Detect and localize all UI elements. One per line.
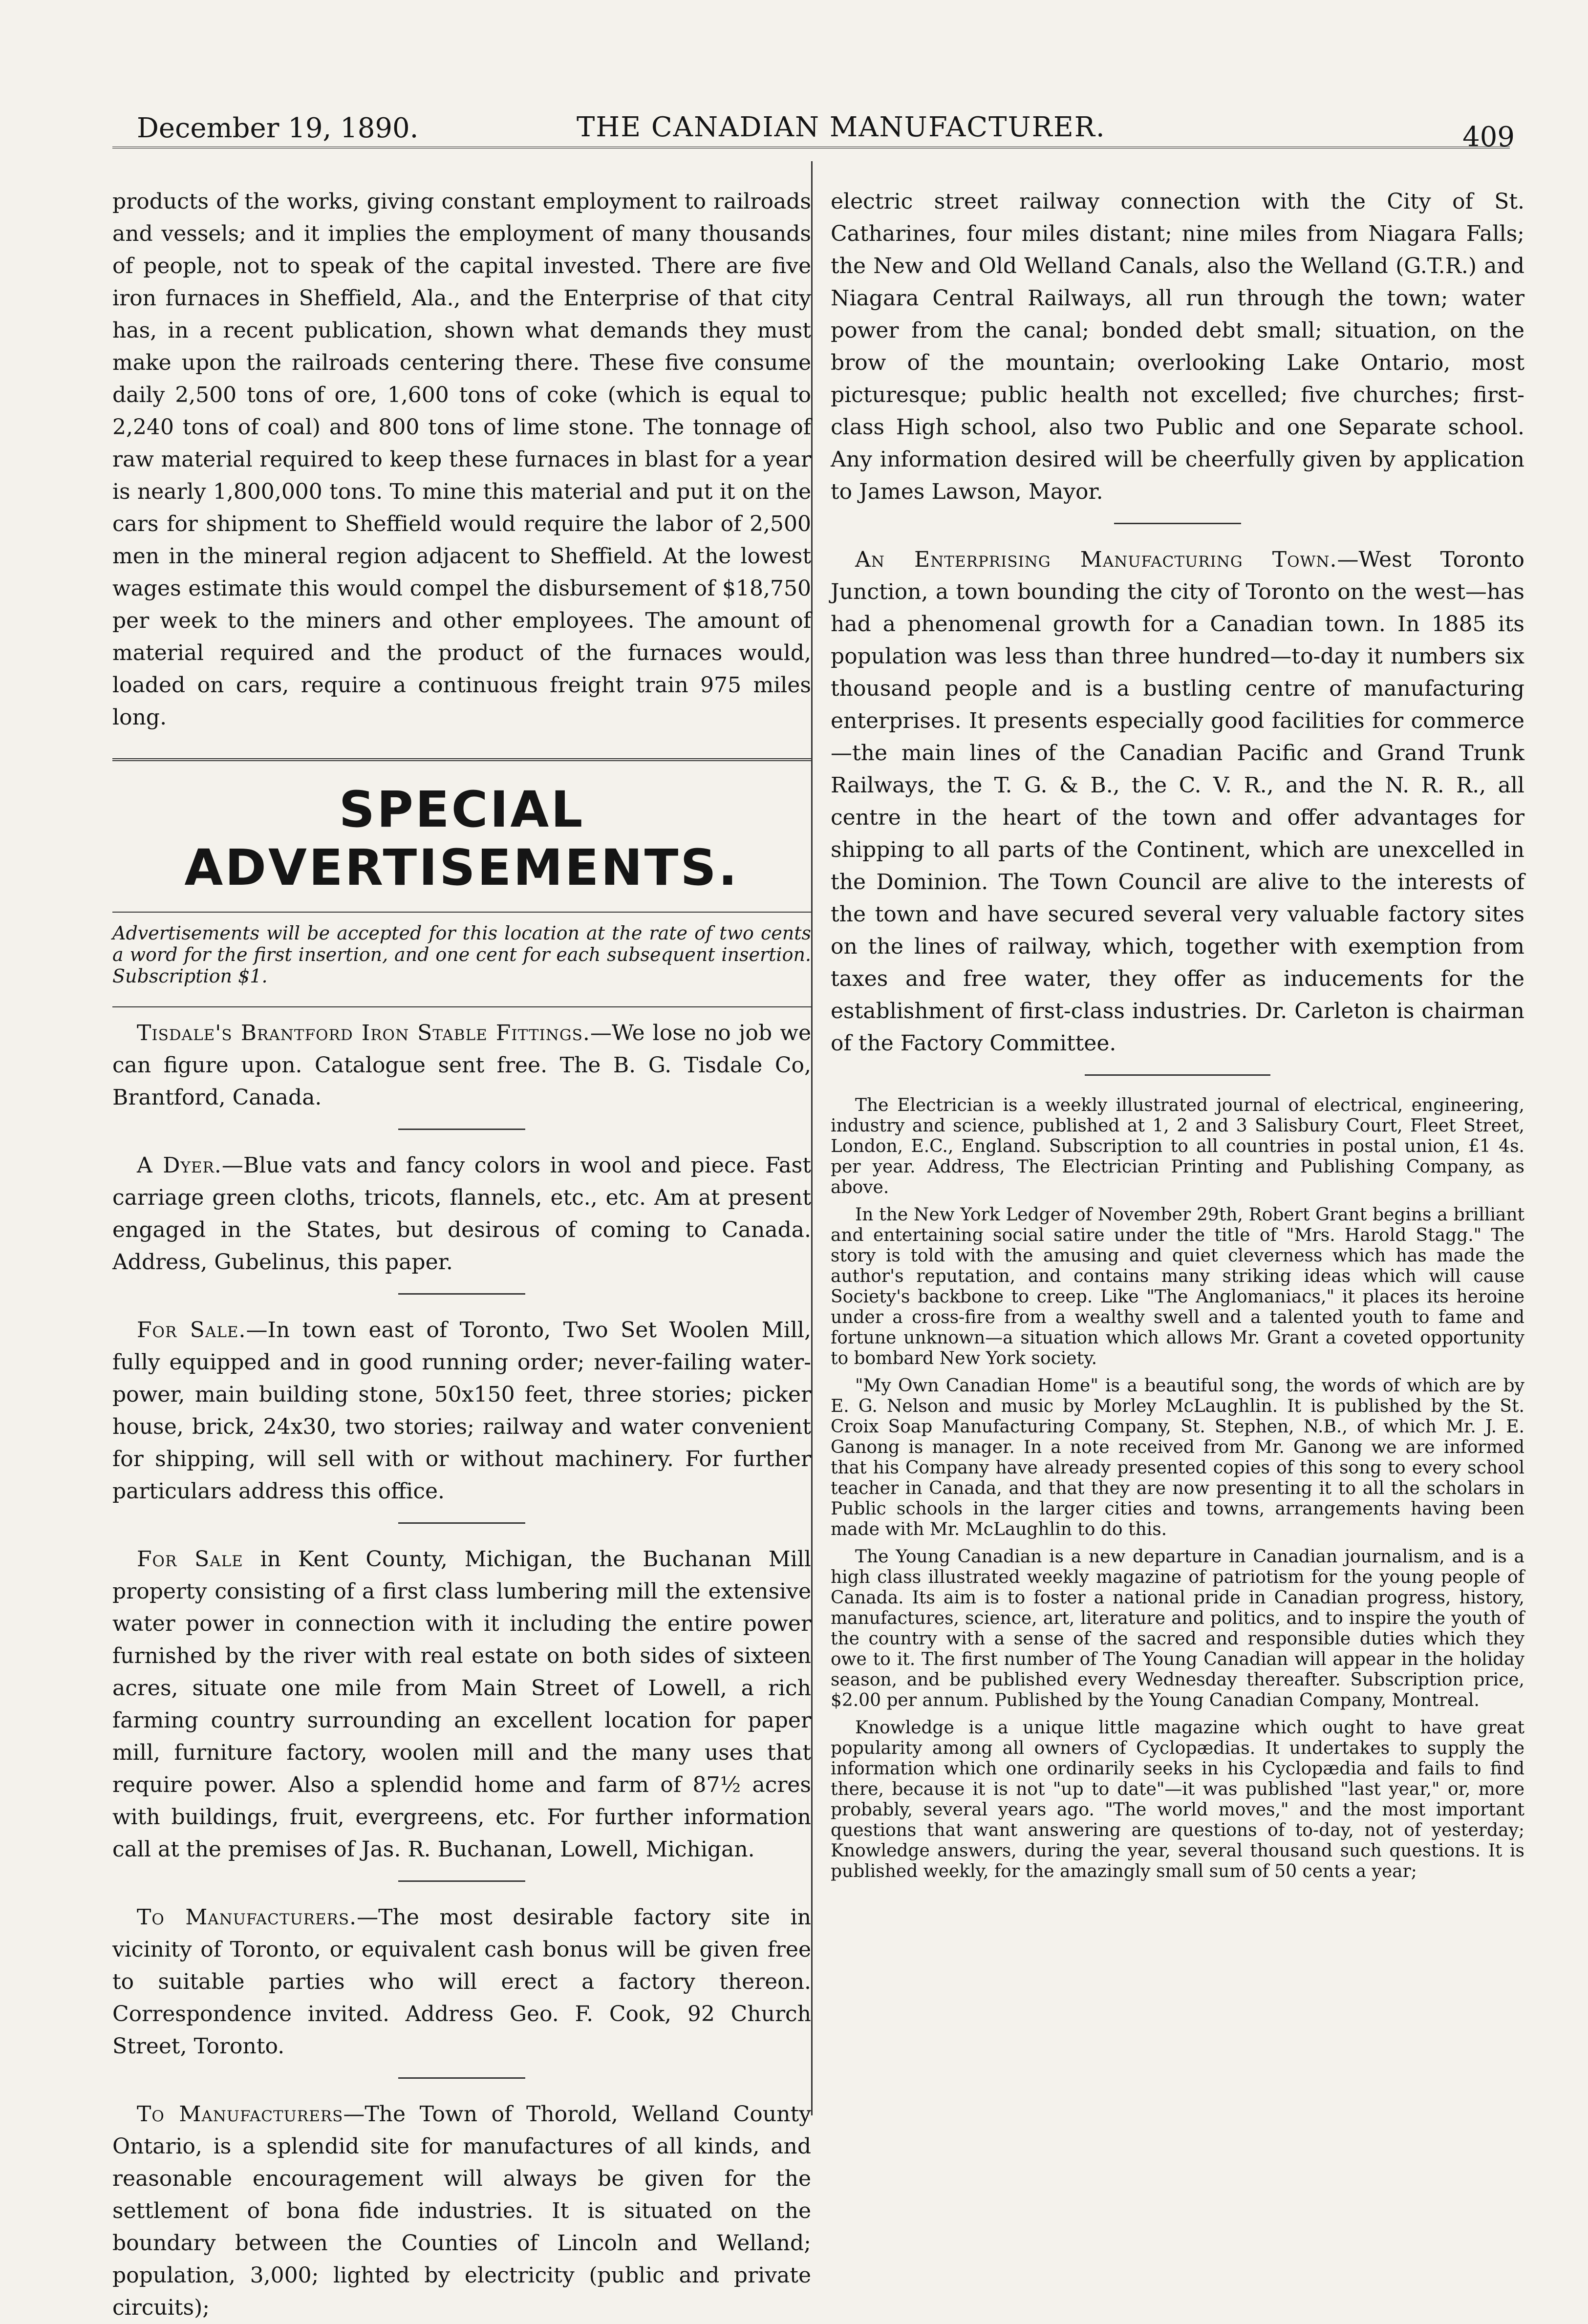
ad-separator [398, 1880, 525, 1882]
ad-body: —We lose no job we can figure upon. Catalogue sent free. The B. G. Tisdale Co, Brantford, Canada. [112, 1021, 811, 1110]
notice-ledger: In the New York Ledger of November 29th, Robert Grant begins a brilliant and entertaining social satire under the title of "Mrs. Harold Stagg." The story is told with the amusing and quiet cleverness which has made the author's reputation, and contains many striking ideas which will cause Society's backbone to creep. Like "The Anglomaniacs," it places its heroine under a cross-fire from a wealthy swell and a talented youth to fame and fortune unknown—a situation which allows Mr. Grant a coveted opportunity to bombard New York society. [831, 1205, 1524, 1368]
page-header [112, 98, 1515, 153]
ad-lead: To Manufacturers. [137, 1905, 357, 1930]
right-column [831, 186, 1524, 1882]
ad-separator [398, 2077, 525, 2079]
advertising-rate-note: Advertisements will be accepted for this location at the rate of two cents a word for the first insertion, and one cent for each subsequent insertion. Subscription $1. [112, 922, 811, 987]
ad-thorold [112, 2098, 811, 2324]
ad-body: —Blue vats and fancy colors in wool and piece. Fast carriage green cloths, tricots, flannels, etc., etc. Am at present engaged in the States, but desirous of coming to Canada. Address, Gubelinus, this paper. [112, 1153, 811, 1275]
enterprising-town-article [831, 544, 1524, 1060]
notice-electrician: The Electrician is a weekly illustrated journal of electrical, engineering, industry and science, published at 1, 2 and 3 Salisbury Court, Fleet Street, London, E.C., England. Subscription to all countries in postal union, £1 4s. per year. Address, The Electrician Printing and Publishing Company, as above. [831, 1095, 1524, 1197]
page-number: 409 [1462, 121, 1515, 153]
header-rule [112, 147, 1510, 149]
ad-body: in Kent County, Michigan, the Buchanan Mill property consisting of a first class lumbering mill the extensive water power in connection with it including the entire power furnished by the river with real estate on both sides of sixteen acres, situate one mile from Main Street of Lowell, a rich farming country surrounding an excellent location for paper mill, furniture factory, woolen mill and the many uses that require power. Also a splendid home and farm of 87½ acres with buildings, fruit, evergreens, etc. For further information call at the premises of Jas. R. Buchanan, Lowell, Michigan. [112, 1547, 811, 1862]
thorold-continuation: electric street railway connection with the City of St. Catharines, four miles distant; nine miles from Niagara Falls; the New and Old Welland Canals, also the Welland (G.T.R.) and Niagara Central Railways, all run through the town; water power from the canal; bonded debt small; situation, on the brow of the mountain; overlooking Lake Ontario, most picturesque; public health not excelled; five churches; first-class High school, also two Public and one Separate school. Any information desired will be cheerfully given by application to James Lawson, Mayor. [831, 189, 1524, 504]
ad-tisdale [112, 1017, 811, 1114]
ad-separator [398, 1293, 525, 1295]
article-lead: An Enterprising Manufacturing Town. [855, 547, 1337, 572]
ad-lead: A Dyer. [137, 1153, 222, 1178]
special-advertisements-heading: SPECIAL ADVERTISEMENTS. [184, 781, 739, 897]
section-separator [1114, 523, 1241, 524]
note-rule-top [112, 912, 811, 913]
section-separator [1085, 1074, 1270, 1076]
ad-body: —The Town of Thorold, Welland County Ontario, is a splendid site for manufactures of all kinds, and reasonable encouragement will always be given for the settlement of bona fide industries. It is situated on the boundary between the Counties of Lincoln and Welland; population, 3,000; lighted by electricity (public and private circuits); [112, 2102, 811, 2320]
ad-lead: Tisdale's Brantford Iron Stable Fittings. [137, 1021, 590, 1045]
column-divider [811, 161, 813, 2115]
ad-body: —In town east of Toronto, Two Set Woolen Mill, fully equipped and in good running order; never-failing water-power, main building stone, 50x150 feet, three stories; picker house, brick, 24x30, two stories; railway and water convenient for shipping, will sell with or without machinery. For further particulars address this office. [112, 1318, 811, 1504]
notice-canadian-home-song: "My Own Canadian Home" is a beautiful song, the words of which are by E. G. Nelson and music by Morley McLaughlin. It is published by the St. Croix Soap Manufacturing Company, St. Stephen, N.B., of which Mr. J. E. Ganong is manager. In a note received from Mr. Ganong we are informed that his Company have already presented copies of this song to every school teacher in Canada, and that they are now presenting it to all the scholars in Public schools in the larger cities and towns, arrangements having been made with Mr. McLaughlin to do this. [831, 1376, 1524, 1539]
ad-buchanan-mill [112, 1543, 811, 1866]
left-column [112, 186, 811, 2324]
ad-separator [398, 1522, 525, 1524]
notice-young-canadian: The Young Canadian is a new departure in Canadian journalism, and is a high class illustrated weekly magazine of patriotism for the young people of Canada. Its aim is to foster a national pride in Canadian progress, history, manufactures, science, art, literature and politics, and to inspire the youth of the country with a sense of the sacred and responsible duties which they owe to it. The first number of The Young Canadian will appear in the holiday season, and be published every Wednesday thereafter. Subscription price, $2.00 per annum. Published by the Young Canadian Company, Montreal. [831, 1547, 1524, 1710]
ad-lead: For Sale [137, 1547, 243, 1572]
article-body: —West Toronto Junction, a town bounding the city of Toronto on the west—has had a phenomenal growth for a Canadian town. In 1885 its population was less than three hundred—to-day it numbers six thousand people and is a bustling centre of manufacturing enterprises. It presents especially good facilities for commerce—the main lines of the Canadian Pacific and Grand Trunk Railways, the T. G. & B., the C. V. R., and the N. R. R., all centre in the heart of the town and offer advantages for shipping to all parts of the Continent, which are unexcelled in the Dominion. The Town Council are alive to the interests of the town and have secured several very valuable factory sites on the lines of railway, which, together with exemption from taxes and free water, they offer as inducements for the establishment of first-class industries. Dr. Carleton is chairman of the Factory Committee. [831, 547, 1524, 1056]
ad-factory-site-toronto [112, 1901, 811, 2063]
ad-woolen-mill [112, 1314, 811, 1508]
ad-lead: To Manufacturers [137, 2102, 343, 2127]
issue-date: December 19, 1890. [137, 112, 419, 144]
ad-body: —The most desirable factory site in vicinity of Toronto, or equivalent cash bonus will be given free to suitable parties who will erect a factory thereon. Correspondence invited. Address Geo. F. Cook, 92 Church Street, Toronto. [112, 1905, 811, 2059]
note-rule-bottom [112, 1006, 811, 1007]
ad-dyer [112, 1150, 811, 1279]
publication-title: THE CANADIAN MANUFACTURER. [577, 111, 1106, 143]
section-rule [112, 758, 811, 761]
notice-knowledge: Knowledge is a unique little magazine which ought to have great popularity among all owners of Cyclopædias. It undertakes to supply the information which one ordinarily seeks in his Cyclopædia and fails to find there, because it is not "up to date"—it was published "last year," or, more probably, several years ago. "The world moves," and the most important questions that want answering are questions of to-day, not of yesterday; Knowledge answers, during the year, several thousand such questions. It is published weekly, for the amazingly small sum of 50 cents a year; [831, 1718, 1524, 1881]
ad-lead: For Sale. [137, 1318, 246, 1343]
ad-separator [398, 1129, 525, 1130]
continuation-paragraph: products of the works, giving constant employment to railroads and vessels; and it implies the employment of many thousands of people, not to speak of the capital invested. There are five iron furnaces in Sheffield, Ala., and the Enterprise of that city has, in a recent publication, shown what demands they must make upon the railroads centering there. These five consume daily 2,500 tons of ore, 1,600 tons of coke (which is equal to 2,240 tons of coal) and 800 tons of lime stone. The tonnage of raw material required to keep these furnaces in blast for a year is nearly 1,800,000 tons. To mine this material and put it on the cars for shipment to Sheffield would require the labor of 2,500 men in the mineral region adjacent to Sheffield. At the lowest wages estimate this would compel the disbursement of $18,750 per week to the miners and other employees. The amount of material required and the product of the furnaces would, loaded on cars, require a continuous freight train 975 miles long. [112, 189, 811, 730]
